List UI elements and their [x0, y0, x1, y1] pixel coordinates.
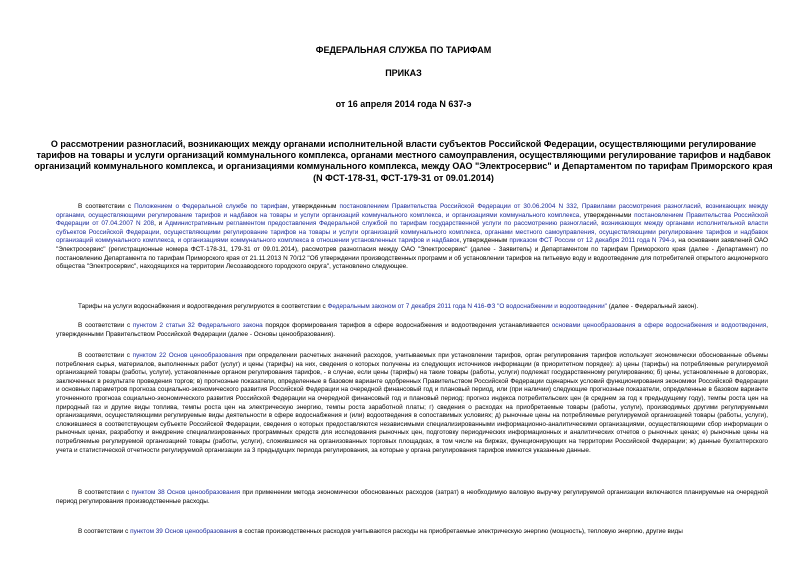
link-regulation-fst[interactable]: Положением о Федеральной службе по тарифам [134, 203, 288, 210]
link-decree-332[interactable]: постановлением Правительства Российской Федерации от 30.06.2004 N 332 [339, 203, 577, 210]
document-type: ПРИКАЗ [385, 68, 422, 78]
organization-name: ФЕДЕРАЛЬНАЯ СЛУЖБА ПО ТАРИФАМ [315, 45, 492, 55]
text: Тарифы на услуги водоснабжения и водоотведения регулируются в соответствии с [78, 303, 328, 310]
text: , на основании заявлений ОАО "Электросервис" (регистрационные номера ФСТ-178-31, 179-31 от 09.01.2014), рассмотрев разногласия между ОАО "Электросервис" (далее - Заявитель) и Департаментом по тарифам Приморского края (далее - Департамент) по постановлению Департамента по тарифам Приморского края от 21.11.2013 N 70/12 "Об утверждении производственных программ и об установлении тарифов на питьевую воду и водоотведение для потребителей открытого акционерного общества "Электросервис", находящихся на территории Лесозаводского городского округа", установлено следующее. [56, 237, 768, 271]
link-clause-39[interactable]: пунктом 39 Основ ценообразования [130, 528, 238, 535]
paragraph-2 [56, 303, 768, 312]
paragraph-4 [56, 352, 768, 455]
text: (далее - Федеральный закон). [606, 303, 699, 310]
link-decree-208[interactable]: постановлением Правительства Российской Федерации от 07.04.2007 N 208 [56, 211, 769, 228]
document-title: О рассмотрении разногласий, возникающих между органами исполнительной власти субъектов Российской Федерации, осуществляющими регулирование тарифов на товары и услуги организаций коммунального комплекса, органами местного самоуправления, осуществляющими регулирование тарифов и надбавок организаций коммунального комплекса, и организациями коммунального комплекса, между ОАО "Электросервис" и Департаментом по тарифам Приморского края (N ФСТ-178-31, ФСТ-179-31 от 09.01.2014) [34, 139, 773, 183]
link-admin-regulation[interactable]: Административным регламентом предоставления Федеральной службой по тарифам государственной услуги по рассмотрению разногласий, возникающих между органами исполнительной власти субъектов Российской Федерации, осуществляющими регулирование тарифов на товары и услуги организаций коммунального комплекса, органами местного самоуправления, осуществляющими регулирование тарифов и надбавок организаций коммунального комплекса, и организациями коммунального комплекса в отношении установленных тарифов и надбавок [56, 220, 768, 245]
text: , утвержденными [579, 211, 635, 219]
link-federal-law-416[interactable]: Федеральным законом от 7 декабря 2011 года N 416-ФЗ "О водоснабжении и водоотведении" [327, 303, 607, 310]
text: , утвержденными Правительством Российской Федерации (далее - Основы ценообразования). [56, 322, 769, 338]
link-article-32[interactable]: пунктом 2 статьи 32 Федерального закона [132, 322, 263, 329]
text: В соответствии с [78, 352, 133, 359]
text: в состав производственных расходов учитываются расходы на приобретаемые электрическую энергию (мощность), тепловую энергию, другие виды [237, 528, 683, 535]
link-order-794[interactable]: приказом ФСТ России от 12 декабря 2011 года N 794-э [509, 237, 675, 245]
text: , утвержденным [459, 237, 510, 245]
text: В соответствии с [78, 528, 131, 535]
document-date: от 16 апреля 2014 года N 637-э [335, 99, 472, 109]
text: , и [154, 220, 165, 228]
text: порядок формирования тарифов в сфере водоснабжения и водоотведения устанавливается [262, 322, 552, 329]
paragraph-6 [56, 528, 768, 537]
paragraph-3 [56, 322, 768, 339]
paragraph-1 [56, 203, 768, 272]
text: В соответствии с [78, 322, 133, 329]
link-rules-disputes[interactable]: Правилами рассмотрения разногласий, возникающих между органами, осуществляющими регулирование тарифов и надбавок на товары и услуги организаций коммунального комплекса, и организациями коммунального комплекса [56, 203, 768, 219]
text: , утвержденным [287, 203, 340, 210]
link-pricing-basics[interactable]: основами ценообразования в сфере водоснабжения и водоотведения [551, 322, 767, 329]
text: В соответствии с [78, 489, 132, 496]
text: В соответствии с [78, 203, 135, 210]
text: при определении расчетных значений расходов, учитываемых при установлении тарифов, орган регулирования тарифов использует экономически обоснованные объемы потребления сырья, материалов, выполненных работ (услуг) и цены (тарифы) на них, сведения о которых получены из следующих источников информации (в приоритетном порядке): а) цены (тарифы) на потребляемые регулируемой организацией товары (работы, услуги), установленные органом регулирования тарифов, - в случае, если цены (тарифы) на такие товары (работы, услуги) подлежат государственному регулированию; б) цены, установленные в договорах, заключенных в результате проведения торгов; в) прогнозные показатели, определенные в базовом варианте одобренных Правительством Российской Федерации сценарных условий функционирования экономики Российской Федерации и основных параметров прогноза социально-экономического развития Российской Федерации на очередной финансовый год и плановый период, или (при наличии) следующие прогнозные показатели, определенные в базовом варианте уточненного прогноза социально-экономического развития Российской Федерации на очередной финансовый год и плановый период: прогноз индекса потребительских цен (в среднем за год к предыдущему году), темпы роста цен на природный газ и другие виды топлива, темпы роста цен на электрическую энергию, темпы роста заработной платы; г) сведения о расходах на приобретаемые товары (работы, услуги), производимых другими регулируемыми организациями, осуществляющими регулируемые виды деятельности в сфере водоснабжения и (или) водоотведения в сопоставимых условиях; д) рыночные цены на потребляемые регулируемой организацией товары (работы, услуги), сложившиеся в соответствующем субъекте Российской Федерации, сведения о которых предоставляются независимыми специализированными информационно-аналитическими организациями, осуществляющими сбор информации о рыночных ценах, разработку и внедрение специализированных программных средств для исследования рыночных цен, подготовку периодических информационных и аналитических отчетов о рыночных ценах; е) рыночные цены на потребляемые регулируемой организацией товары (работы, услуги), сложившиеся на организованных торговых площадках, в том числе на биржах, функционирующих на территории Российской Федерации; ж) данные бухгалтерского учета и статистической отчетности регулируемой организации за 3 предыдущих периода регулирования, за которые у органа регулирования тарифов имеются указанные данные. [56, 352, 769, 454]
text: при применении метода экономически обоснованных расходов (затрат) в необходимую валовую выручку регулируемой организации включаются планируемые на очередной период регулирования производственные расходы. [56, 489, 769, 505]
link-clause-38[interactable]: пунктом 38 Основ ценообразования [131, 489, 241, 496]
text: , [576, 203, 582, 210]
link-clause-22[interactable]: пунктом 22 Основ ценообразования [132, 352, 243, 359]
paragraph-5 [56, 489, 768, 506]
